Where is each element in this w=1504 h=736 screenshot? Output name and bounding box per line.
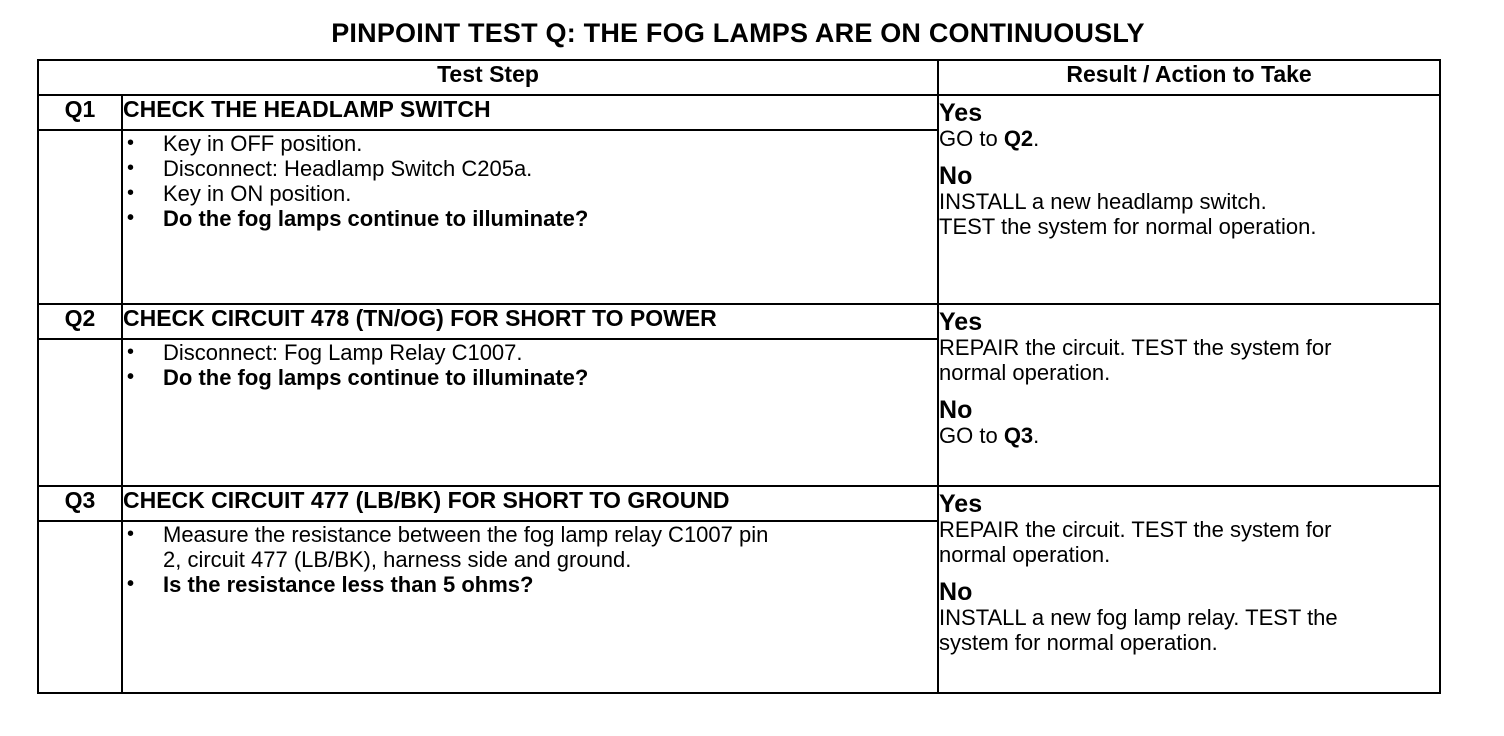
no-action-q3-line1: INSTALL a new fog lamp relay. TEST the [939,605,1338,630]
list-item-question: • Is the resistance less than 5 ohms? [123,572,937,597]
step-id-q1: Q1 [38,95,122,130]
yes-action-q3-line1: REPAIR the circuit. TEST the system for [939,517,1332,542]
step-id-q3: Q3 [38,486,122,521]
yes-label-q2: Yes [939,308,983,336]
header-test-step: Test Step [38,60,938,95]
result-cell-q1 [938,95,1440,304]
no-label-q2: No [939,396,973,424]
step-instructions-q3 [122,521,938,693]
list-item: • Measure the resistance between the fog lamp relay C1007 pin 2, circuit 477 (LB/BK), harness side and ground. [123,522,937,572]
yes-action-q1: GO to Q2. [939,126,1040,151]
yes-label-q3: Yes [939,490,983,518]
no-action-q1-line1: INSTALL a new headlamp switch. [939,189,1267,214]
list-item-question: • Do the fog lamps continue to illuminate? [123,365,937,390]
list-item: • Key in ON position. [123,181,937,206]
no-action-q3-line2: system for normal operation. [939,630,1218,655]
list-item: • Disconnect: Fog Lamp Relay C1007. [123,340,937,365]
no-label-q3: No [939,578,973,606]
yes-action-q3-line2: normal operation. [939,542,1111,567]
list-item: • Key in OFF position. [123,131,937,156]
yes-action-q2-line2: normal operation. [939,360,1111,385]
step-title-q2: CHECK CIRCUIT 478 (TN/OG) FOR SHORT TO POWER [122,304,938,339]
goto-link-q2: Q2 [1003,126,1034,151]
list-item-question: • Do the fog lamps continue to illuminate? [123,206,937,231]
no-action-q2: GO to Q3. [939,423,1040,448]
step-instructions-q2 [122,339,938,486]
step-title-row-q2 [38,304,1440,339]
step-instructions-q1 [122,130,938,304]
table-header-row [38,60,1440,95]
no-label-q1: No [939,162,973,190]
no-action-q1-line2: TEST the system for normal operation. [939,214,1317,239]
page-title: PINPOINT TEST Q: THE FOG LAMPS ARE ON CONTINUOUSLY [331,18,1145,48]
step-title-row-q1 [38,95,1440,130]
result-cell-q3 [938,486,1440,693]
goto-link-q3: Q3 [1003,423,1034,448]
result-cell-q2 [938,304,1440,486]
step-title-q3: CHECK CIRCUIT 477 (LB/BK) FOR SHORT TO GROUND [122,486,938,521]
yes-action-q2-line1: REPAIR the circuit. TEST the system for [939,335,1332,360]
list-item: • Disconnect: Headlamp Switch C205a. [123,156,937,181]
header-result-action: Result / Action to Take [938,60,1440,95]
step-title-q1: CHECK THE HEADLAMP SWITCH [122,95,938,130]
step-id-q2: Q2 [38,304,122,339]
yes-label-q1: Yes [939,99,983,127]
step-title-row-q3 [38,486,1440,521]
pinpoint-test-table [37,59,1441,694]
